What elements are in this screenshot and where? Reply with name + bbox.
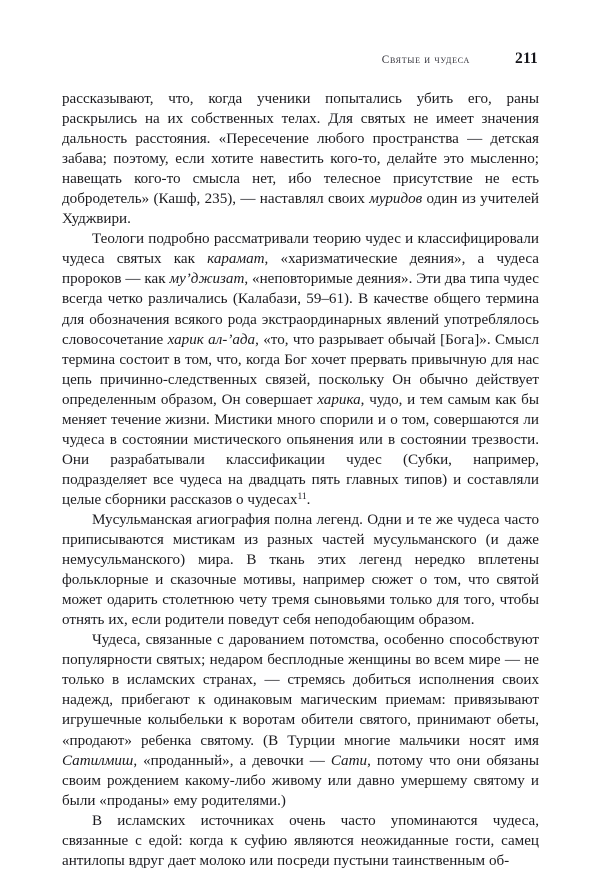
paragraph-text: , потому что они обязаны своим рождением какому-либо живому или давно умершему святому и были «проданы» ему родителями.) (62, 752, 539, 809)
paragraph-text-tail: один из учителей Худжвири. (62, 191, 539, 228)
italic-term-kharika: харика (317, 391, 361, 408)
paragraph-text: Мусульманская агиография полна легенд. Одни и те же чудеса часто приписываются мистикам из разных частей мусульманского (и даже немусульманского) мира. В ткань этих легенд нередко вплетены фольклорные и сказочные мотивы, например сюжет о том, что святой может одарить столетнюю чету тремя сыновьями только для того, чтобы отнять их, если родители поведут себя неподобающим образом. (62, 511, 539, 629)
paragraph-text: В исламских источниках очень часто упоминаются чудеса, связанные с едой: когда к суфию являются неожиданные гости, самец антилопы вдруг дает молоко или посреди пустыни таинственным об- (62, 812, 539, 869)
paragraph-food-miracles (62, 811, 539, 871)
running-head-title: Святые и чудеса (381, 54, 470, 66)
paragraph-text: , «проданный», а девочки — (133, 752, 331, 769)
italic-term-muridov: муридов (369, 191, 423, 208)
paragraph-continuation (62, 89, 539, 229)
paragraph-text: , «харизматические деяния», а чудеса пророков — как (62, 251, 539, 288)
paragraph-text: Чудеса, связанные с дарованием потомства, особенно способствуют популярности святых; недаром бесплодные женщины во всем мире — не только в исламских странах, — стремясь добиться исполнения своих надежд, прибегают к одинаковым магическим приемам: привязывают игрушечные колыбельки к воротам обители святого, принимают обеты, «продают» ребенка святому. (В Турции многие мальчики носят имя (62, 632, 539, 749)
paragraph-text: , «то, что разрывает обычай [Бога]». Смысл термина состоит в том, что, когда Бог хочет прервать привычную для нас цепь причинно-следственных связей, поскольку Он обычно действует определенным образом, Он совершает (62, 331, 539, 408)
italic-name-satilmish: Сатилмиш (62, 752, 134, 769)
paragraph-text: , «неповторимые деяния». Эти два типа чудес всегда четко различались (Калабази, 59–61). В качестве общего термина для обозначения всякого рода экстраординарных явлений употреблялось словосочетание (62, 271, 540, 348)
italic-term-mudjizat: му’джизат (169, 271, 245, 288)
paragraph-theologians (62, 229, 539, 510)
italic-term-kharik-al-ada: харик ал-’ада (167, 331, 256, 348)
italic-term-karamat: карамат (207, 251, 265, 268)
footnote-marker-11[interactable]: 11 (297, 492, 307, 502)
paragraph-text: . (306, 491, 311, 508)
paragraph-text: Теологи подробно рассматривали теорию чудес и классифицировали чудеса святых как (62, 231, 539, 268)
page-number: 211 (515, 50, 538, 67)
paragraph-text: рассказывают, что, когда ученики попытались убить его, раны раскрылись на их собственных телах. Для святых не имеет значения дальность расстояния. «Пересечение любого пространства — детская забава; поэтому, если хотите навестить кого-то, делайте это мысленно; навещать кого-то смысла нет, ибо телесное присутствие не есть добродетель» (Кашф, 235), — наставлял своих (62, 91, 539, 208)
italic-name-sati: Сати (330, 752, 368, 769)
paragraph-hagiography (62, 510, 539, 630)
body-text-block (62, 89, 539, 871)
running-head (62, 50, 538, 70)
paragraph-text: , чудо, и тем самым как бы меняет течение жизни. Мистики много спорили и о том, совершаются ли чудеса в состоянии мистического опьянения или в состоянии трезвости. Они разрабатывали классификации чудес (Субки, например, подразделяет все чудеса на двадцать пять главных типов) и составляли целые сборники рассказов о чудесах (62, 391, 539, 508)
paragraph-offspring-miracles (62, 630, 539, 810)
